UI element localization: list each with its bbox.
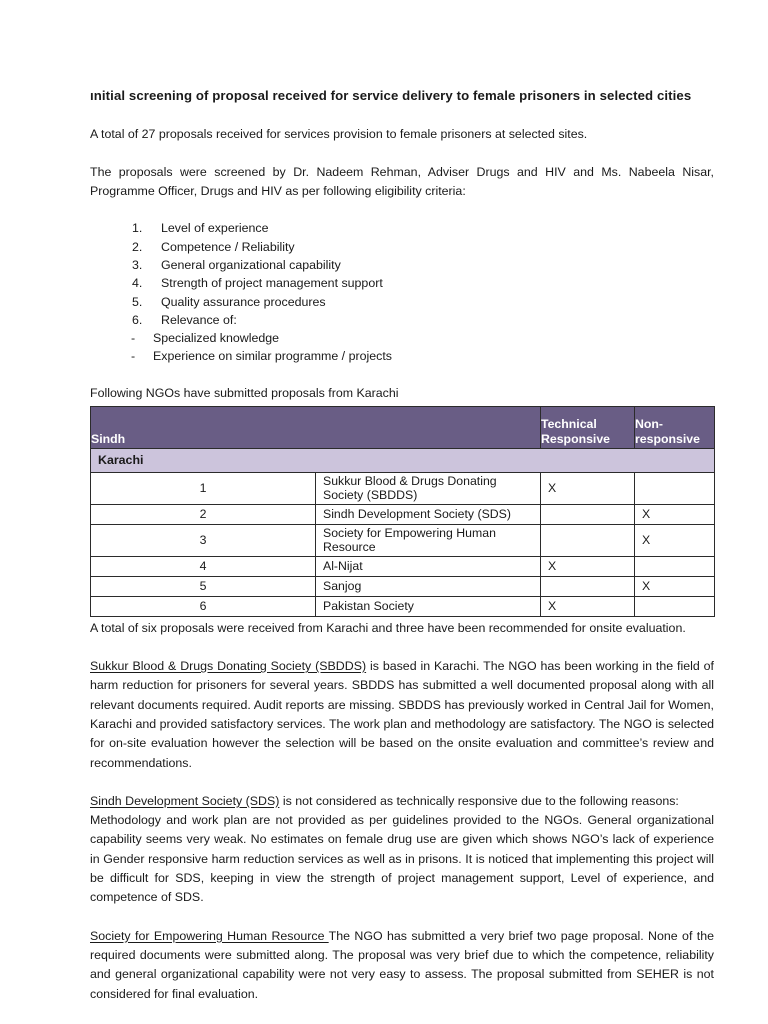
page-title: ınitial screening of proposal received for service delivery to female prisoners in selected cities: [90, 88, 692, 103]
technical-mark: [541, 524, 635, 556]
ngo-name: Sukkur Blood & Drugs Donating Society (SBDDS): [316, 472, 541, 504]
non-responsive-mark: [635, 596, 715, 616]
ngo-name: Al-Nijat: [316, 556, 541, 576]
row-number: 4: [91, 556, 316, 576]
table-row: [91, 472, 715, 504]
table-row: [91, 596, 715, 616]
criteria-item-4: Strength of project management support: [161, 276, 383, 291]
eligibility-criteria-list: [90, 219, 714, 329]
row-number: 2: [91, 504, 316, 524]
table-header-row: [91, 406, 715, 448]
spacer: [90, 144, 714, 163]
technical-mark: [541, 576, 635, 596]
criteria-item-3: General organizational capability: [161, 257, 341, 272]
row-number: 3: [91, 524, 316, 556]
criteria-sublist: [90, 329, 714, 366]
spacer: [90, 773, 714, 792]
table-intro-text: Following NGOs have submitted proposals from Karachi: [90, 385, 399, 400]
intro-paragraph: A total of 27 proposals received for services provision to female prisoners at selected sites.: [90, 126, 588, 141]
assessment-paragraph-sds: [90, 792, 714, 811]
ngo-proposals-table: [90, 406, 715, 617]
row-number: 5: [91, 576, 316, 596]
row-number: 1: [91, 472, 316, 504]
spacer: [90, 638, 714, 657]
table-city-row: [91, 448, 715, 472]
non-responsive-mark: X: [635, 576, 715, 596]
non-responsive-mark: X: [635, 504, 715, 524]
table-row: [91, 556, 715, 576]
table-header: [91, 406, 715, 448]
table-header-technical-responsive: Technical Responsive: [541, 406, 635, 448]
criteria-item-1: Level of experience: [161, 221, 269, 236]
technical-mark: X: [541, 556, 635, 576]
criteria-subitem-2: - Experience on similar programme / projects: [131, 347, 714, 365]
non-responsive-mark: [635, 472, 715, 504]
ngo-name: Sindh Development Society (SDS): [316, 504, 541, 524]
non-responsive-mark: [635, 556, 715, 576]
criteria-item-2: Competence / Reliability: [161, 239, 295, 254]
ngo-body-sbdds: is based in Karachi. The NGO has been working in the field of harm reduction for prisoners for several years. SBDDS has submitted a well documented proposal along with all relevant documents required. Audit reports are missing. SBDDS has previously worked in Central Jail for Women, Karachi and provided satisfactory services. The work plan and methodology are satisfactory. The NGO is selected for on-site evaluation however the selection will be based on the onsite evaluation and committee’s review and recommendations.: [90, 659, 714, 770]
assessment-paragraph-sbdds: [90, 657, 714, 773]
spacer: [90, 106, 714, 125]
screening-paragraph: The proposals were screened by Dr. Nadeem Rehman, Adviser Drugs and HIV and Ms. Nabeela Nisar, Programme Officer, Drugs and HIV as per following eligibility criteria:: [90, 164, 714, 199]
row-number: 6: [91, 596, 316, 616]
ngo-lead-seher: Society for Empowering Human Resource: [90, 928, 329, 943]
criteria-subitem-1: - Specialized knowledge: [131, 329, 714, 347]
table-body: [91, 448, 715, 616]
ngo-lead-sds: Sindh Development Society (SDS): [90, 793, 280, 808]
ngo-name: Pakistan Society: [316, 596, 541, 616]
spacer: [90, 201, 714, 219]
ngo-name: Society for Empowering Human Resource: [316, 524, 541, 556]
technical-mark: [541, 504, 635, 524]
city-label-karachi: Karachi: [91, 448, 715, 472]
ngo-body-seher: The NGO has submitted a very brief two page proposal. None of the required documents were submitted along. The proposal was very brief due to which the competence, reliability and general organizational capability were not very easy to assess. The proposal submitted from SEHER is not considered for final evaluation.: [90, 928, 714, 1001]
assessment-paragraph-sds-reasons: Methodology and work plan are not provided as per guidelines provided to the NGOs. General organizational capability seems very weak. No estimates on female drug use are given which shows NGO’s lack of experience in Gender responsive harm reduction services as well as in prisons. It is noticed that implementing this project will be difficult for SDS, keeping in view the strength of project management support, Level of experience, and competence of SDS.: [90, 813, 714, 905]
technical-mark: X: [541, 472, 635, 504]
non-responsive-mark: X: [635, 524, 715, 556]
criteria-item-6: Relevance of:: [161, 312, 237, 327]
criteria-item-5: Quality assurance procedures: [161, 294, 326, 309]
table-row: [91, 576, 715, 596]
ngo-lead-sbdds: Sukkur Blood & Drugs Donating Society (SBDDS): [90, 659, 367, 674]
table-row: [91, 524, 715, 556]
assessment-paragraph-seher: [90, 927, 714, 1004]
ngo-name: Sanjog: [316, 576, 541, 596]
spacer: [90, 908, 714, 927]
table-header-non-responsive: Non-responsive: [635, 406, 715, 448]
table-row: [91, 504, 715, 524]
technical-mark: X: [541, 596, 635, 616]
summary-paragraph: A total of six proposals were received from Karachi and three have been recommended for onsite evaluation.: [90, 620, 686, 635]
ngo-body-sds: is not considered as technically responsive due to the following reasons:: [279, 793, 679, 808]
spacer: [90, 366, 714, 384]
table-header-province: Sindh: [91, 406, 541, 448]
